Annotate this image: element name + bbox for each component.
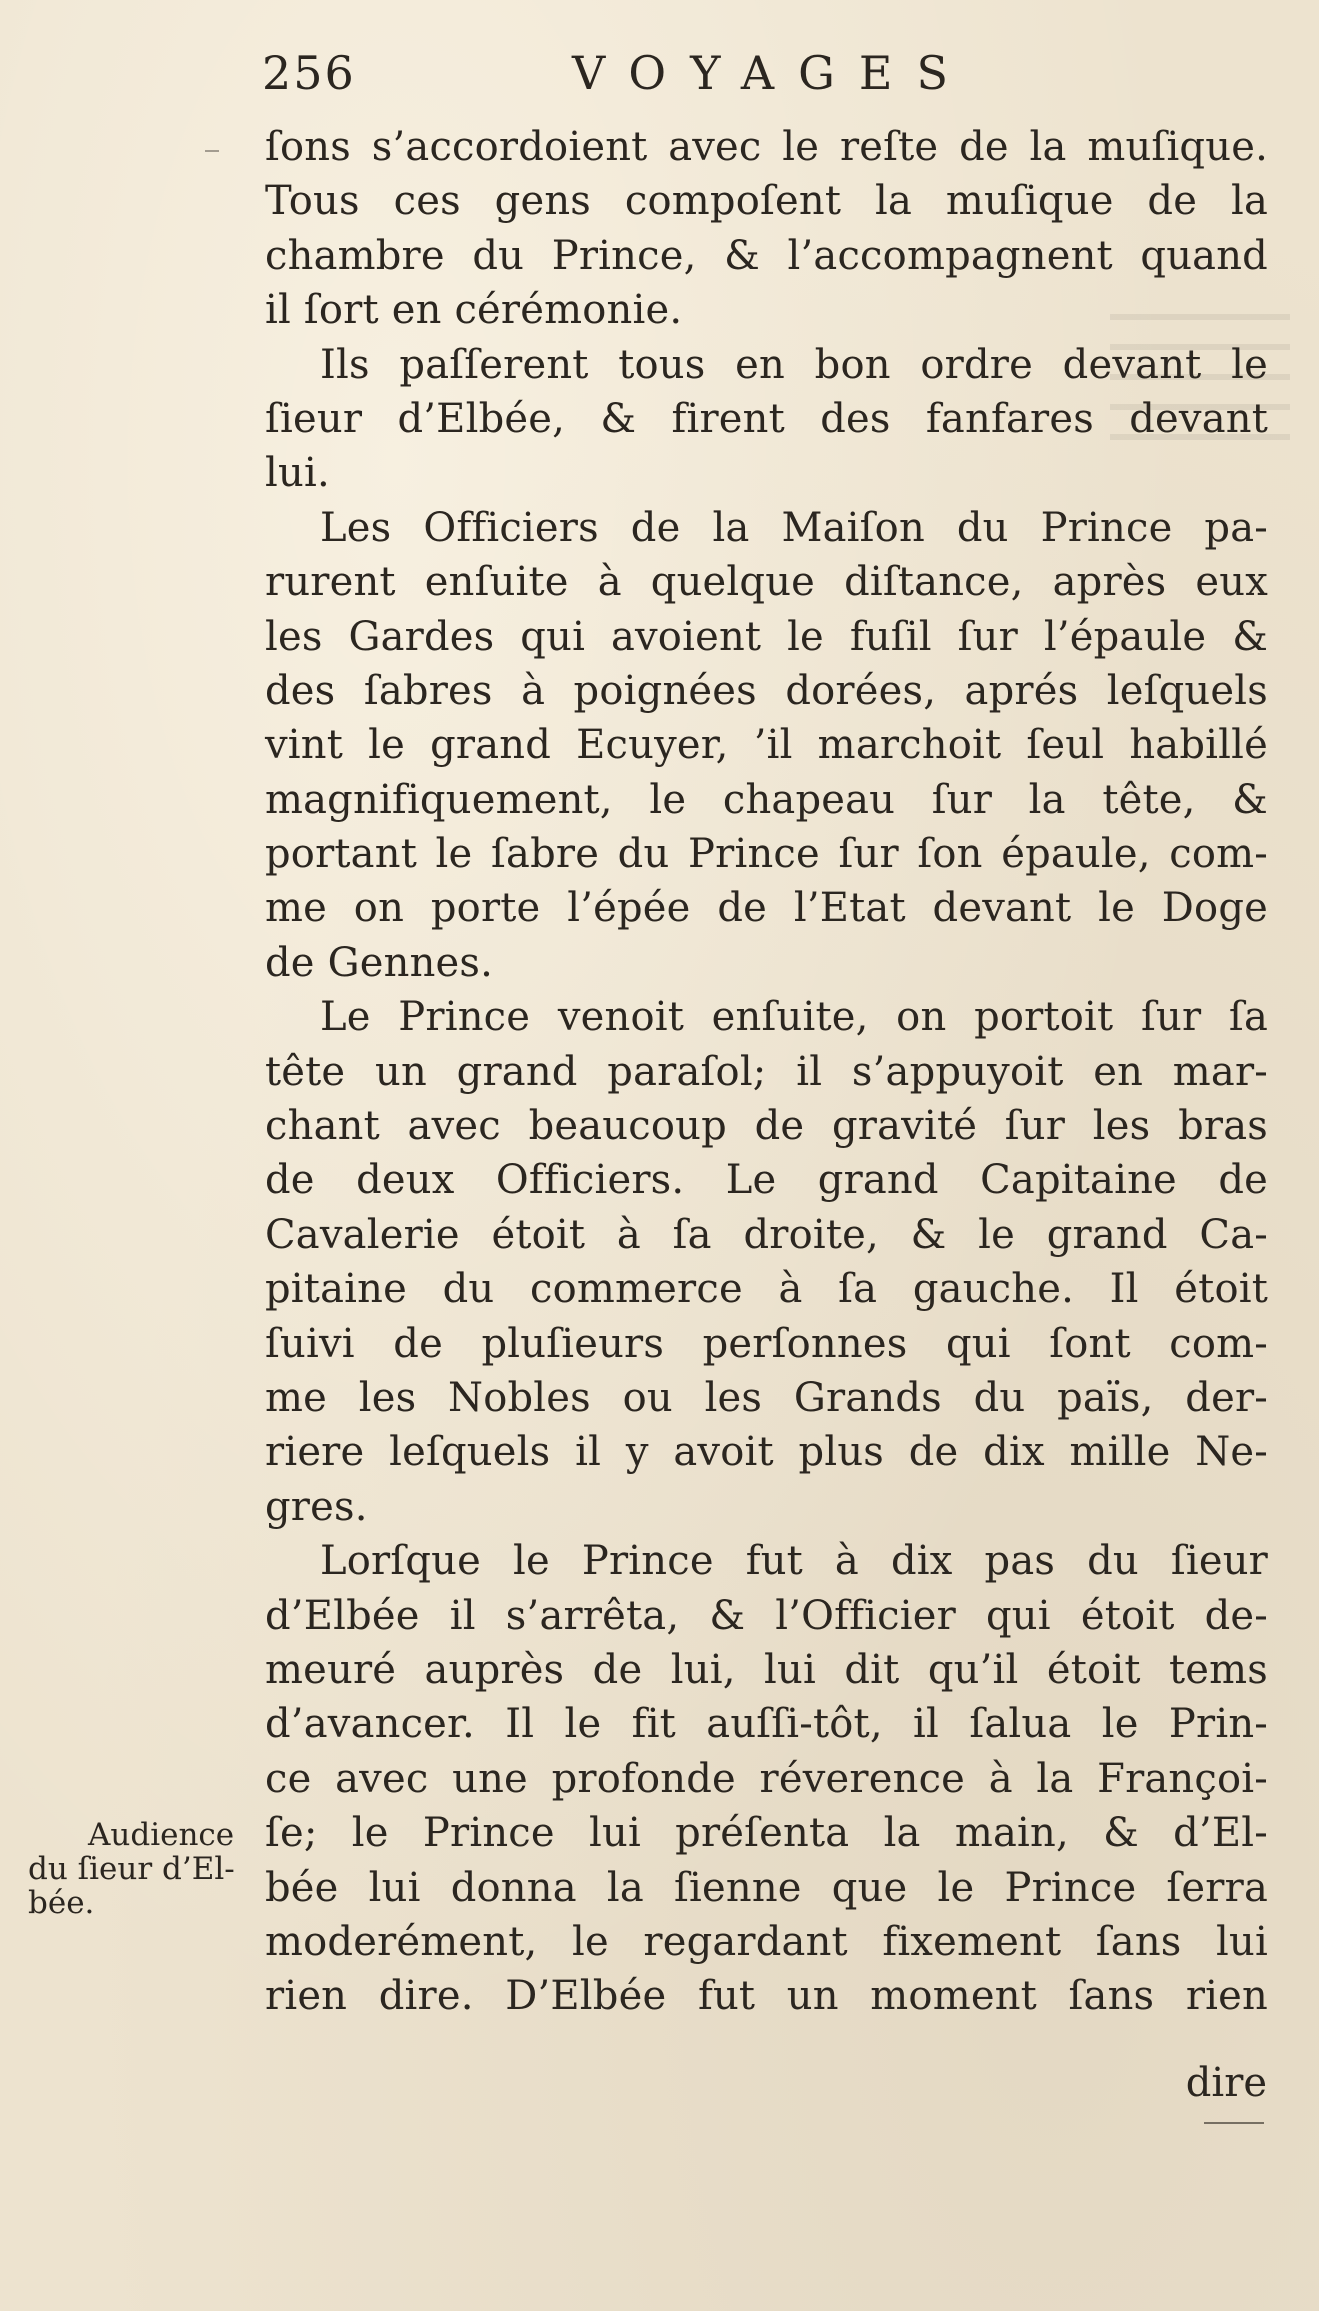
text-line: ſons s’accordoient avec le reſte de la muſique.: [265, 124, 1268, 170]
running-head: [262, 46, 1022, 106]
text-line: chambre du Prince, & l’accompagnent quand: [265, 232, 1268, 279]
text-line: lui.: [265, 450, 330, 497]
text-line: ſuivi de pluſieurs perſonnes qui ſont com-: [265, 1320, 1268, 1367]
text-line: pitaine du commerce à ſa gauche. Il étoit: [265, 1266, 1268, 1313]
text-line: d’Elbée il s’arrêta, & l’Officier qui étoit de-: [265, 1592, 1268, 1639]
margin-note: [28, 1818, 258, 1920]
text-line: gres.: [265, 1483, 368, 1530]
text-line: ce avec une profonde réverence à la Françoi-: [265, 1755, 1268, 1802]
body-text: [265, 120, 1268, 2024]
margin-note-line: Audience: [88, 1817, 235, 1853]
text-line: riere leſquels il y avoit plus de dix mille Ne-: [265, 1429, 1268, 1476]
text-line: d’avancer. Il le fit auſſi-tôt, il ſalua le Prin-: [265, 1701, 1268, 1748]
text-line: bée lui donna la ſienne que le Prince ſerra: [265, 1864, 1268, 1911]
catchword: dire: [1185, 2060, 1267, 2106]
text-line: tête un grand paraſol; il s’appuyoit en mar-: [265, 1048, 1268, 1095]
text-line: meuré auprès de lui, lui dit qu’il étoit tems: [265, 1646, 1268, 1693]
text-line: Le Prince venoit enſuite, on portoit ſur ſa: [320, 994, 1268, 1041]
text-line: Lorſque le Prince fut à dix pas du ſieur: [320, 1538, 1268, 1585]
text-line: Cavalerie étoit à ſa droite, & le grand Ca-: [265, 1211, 1268, 1258]
margin-mark: [205, 150, 219, 152]
text-line: ſieur d’Elbée, & firent des fanfares devant: [265, 395, 1268, 442]
margin-note-line: bée.: [28, 1885, 95, 1921]
text-line: chant avec beaucoup de gravité ſur les bras: [265, 1103, 1268, 1150]
text-line: Tous ces gens compoſent la muſique de la: [265, 178, 1268, 225]
text-line: portant le ſabre du Prince ſur ſon épaule, com-: [265, 831, 1268, 878]
text-line: me les Nobles ou les Grands du païs, der-: [265, 1374, 1268, 1421]
running-title: VOYAGES: [572, 46, 972, 100]
text-line: magnifiquement, le chapeau ſur la tête, &: [265, 776, 1268, 823]
page-number: 256: [262, 46, 356, 100]
text-line: ſe; le Prince lui préſenta la main, & d’El-: [265, 1810, 1268, 1857]
text-line: rien dire. D’Elbée fut un moment ſans rien: [265, 1973, 1268, 2020]
text-line: des ſabres à poignées dorées, aprés leſquels: [265, 667, 1268, 714]
margin-note-line: du ſieur d’El-: [28, 1851, 235, 1887]
catchword-rule: [1204, 2122, 1264, 2124]
text-line: rurent enſuite à quelque diſtance, après eux: [265, 559, 1268, 606]
text-line: de Gennes.: [265, 939, 494, 986]
text-line: de deux Officiers. Le grand Capitaine de: [265, 1157, 1268, 1204]
text-line: moderément, le regardant fixement ſans lui: [265, 1918, 1268, 1965]
text-line: me on porte l’épée de l’Etat devant le Doge: [265, 885, 1268, 932]
text-line: Les Officiers de la Maiſon du Prince pa-: [320, 504, 1268, 551]
text-line: Ils paſſerent tous en bon ordre devant le: [320, 341, 1268, 388]
text-line: il ſort en cérémonie.: [265, 287, 683, 334]
text-line: vint le grand Ecuyer, ’il marchoit ſeul habillé: [265, 722, 1268, 769]
text-line: les Gardes qui avoient le fuſil ſur l’épaule &: [265, 613, 1268, 660]
